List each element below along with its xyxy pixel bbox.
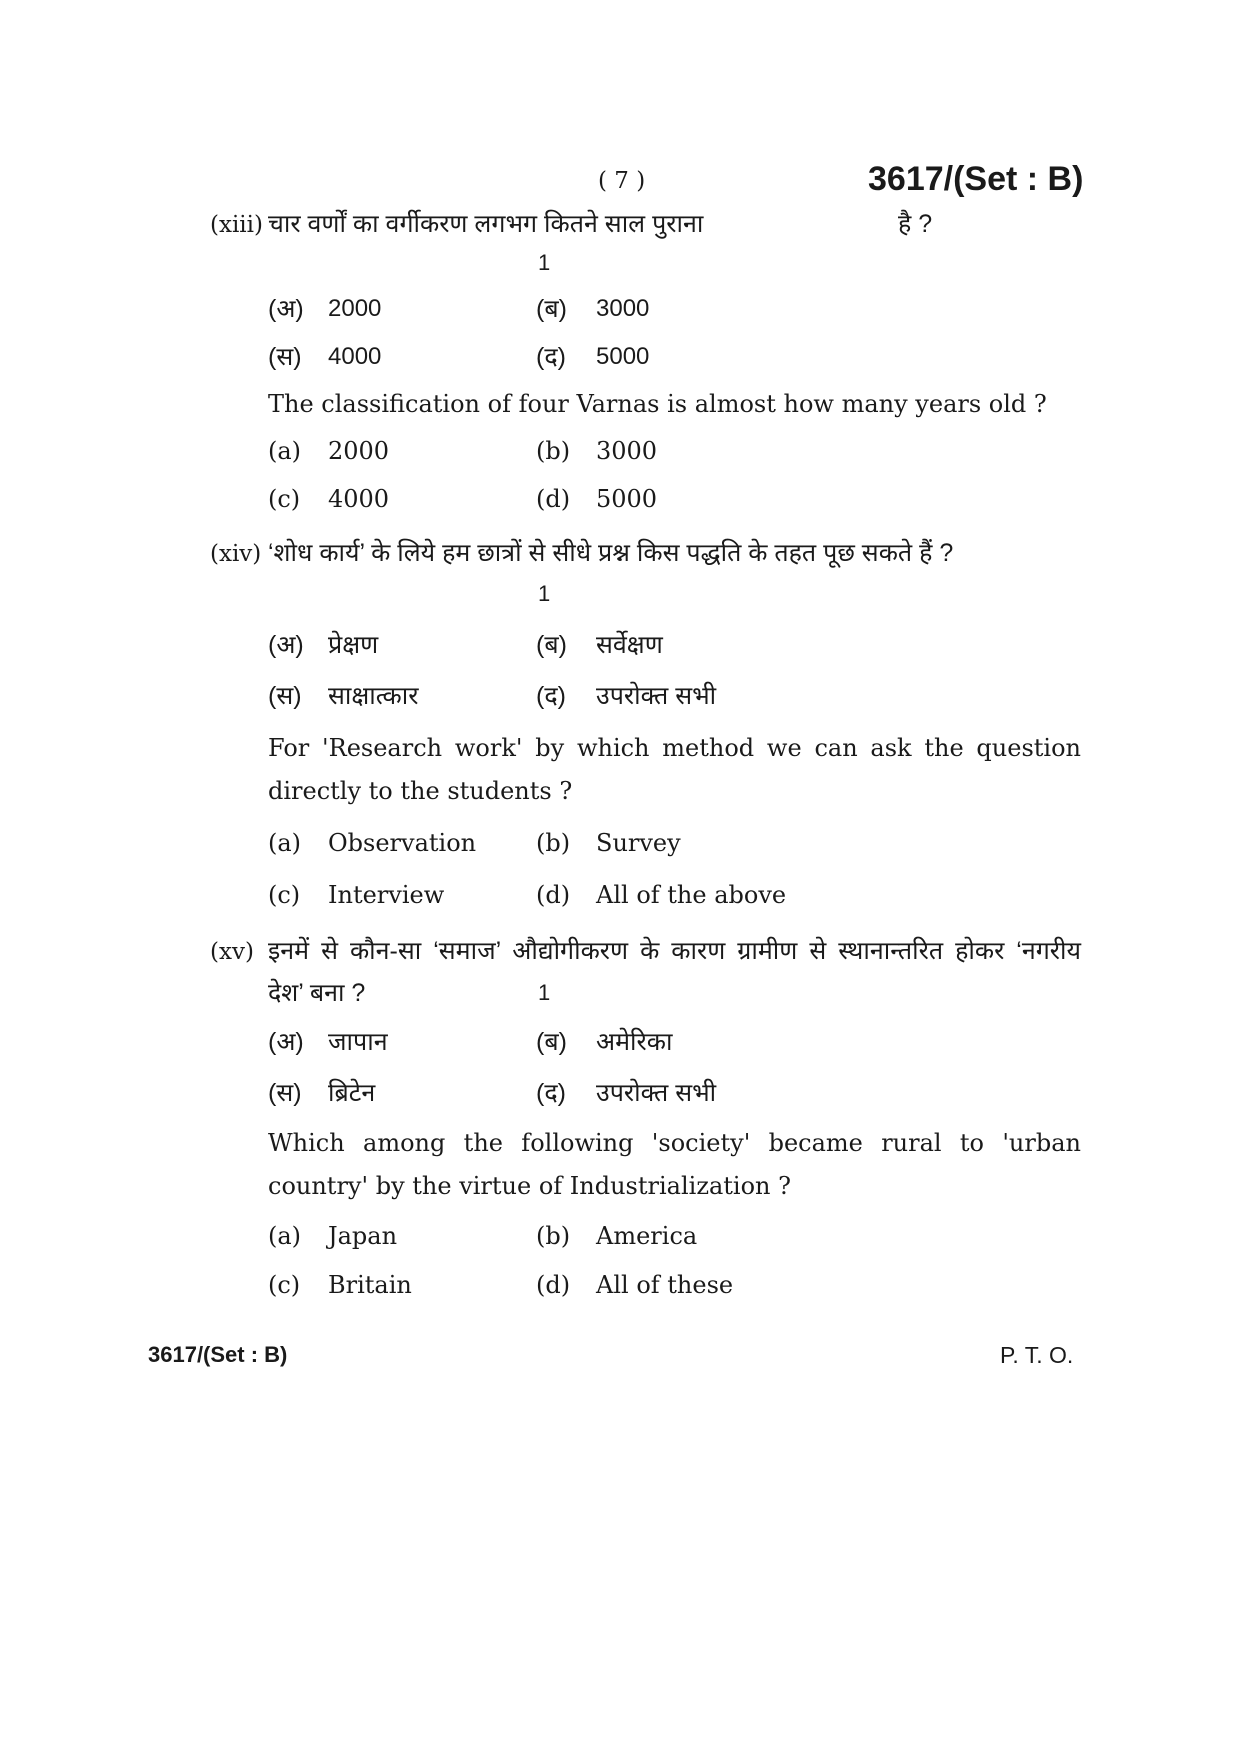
option-label: (d)	[536, 485, 571, 513]
paper-code-footer: 3617/(Set : B)	[148, 1342, 288, 1367]
question-text-english-line1: Which among the following 'society' became rural to 'urban	[268, 1129, 1081, 1157]
option-label: (ब)	[536, 295, 567, 323]
option-text: All of these	[596, 1271, 734, 1299]
option-label: (ब)	[536, 631, 567, 659]
question-text-hindi: चार वर्णों का वर्गीकरण लगभग कितने साल पुराना	[268, 210, 704, 238]
option-label: (b)	[536, 437, 571, 465]
option-text: Observation	[328, 829, 477, 857]
option-text: All of the above	[596, 881, 787, 909]
question-text-english-line1: For 'Research work' by which method we can ask the question	[268, 734, 1081, 762]
option-text: 2000	[328, 437, 390, 465]
option-label: (c)	[268, 881, 301, 909]
question-text-hindi-line1: इनमें से कौन-सा ‘समाज’ औद्योगीकरण के कारण ग्रामीण से स्थानान्तरित होकर ‘नगरीय	[268, 937, 1081, 965]
option-text: प्रेक्षण	[328, 631, 379, 659]
option-text: साक्षात्कार	[328, 682, 419, 710]
option-text: 4000	[328, 485, 390, 513]
pto-label: P. T. O.	[1000, 1342, 1074, 1368]
option-text: अमेरिका	[596, 1028, 673, 1056]
option-text: उपरोक्त सभी	[596, 682, 717, 710]
option-label: (ब)	[536, 1028, 567, 1056]
question-number: (xiii)	[210, 212, 263, 238]
question-text-english-line2: directly to the students ?	[268, 777, 573, 805]
page-number: ( 7 )	[598, 168, 646, 194]
option-text: 4000	[328, 343, 382, 370]
option-label: (a)	[268, 437, 302, 465]
option-text: Japan	[328, 1222, 398, 1250]
option-label: (b)	[536, 829, 571, 857]
marks: 1	[538, 250, 551, 275]
option-text: सर्वेक्षण	[596, 631, 663, 659]
option-text: Interview	[328, 881, 445, 909]
option-label: (अ)	[268, 1028, 304, 1056]
option-label: (द)	[536, 682, 566, 710]
question-number: (xiv)	[210, 541, 262, 567]
option-label: (c)	[268, 485, 301, 513]
option-label: (द)	[536, 343, 566, 371]
option-text: 3000	[596, 437, 658, 465]
option-text: जापान	[328, 1028, 388, 1056]
option-label: (b)	[536, 1222, 571, 1250]
option-label: (अ)	[268, 295, 304, 323]
option-label: (a)	[268, 1222, 302, 1250]
option-text: Survey	[596, 829, 681, 857]
option-label: (द)	[536, 1079, 566, 1107]
option-label: (a)	[268, 829, 302, 857]
question-text-hindi-tail: है ?	[898, 210, 933, 238]
option-text: 2000	[328, 295, 382, 322]
option-label: (स)	[268, 682, 302, 710]
question-text-english: The classification of four Varnas is almost how many years old ?	[268, 390, 1047, 418]
option-label: (स)	[268, 343, 302, 371]
question-text-hindi: ‘शोध कार्य’ के लिये हम छात्रों से सीधे प्रश्न किस पद्धति के तहत पूछ सकते हैं ?	[268, 539, 954, 567]
option-text: 5000	[596, 485, 658, 513]
question-text-english-line2: country' by the virtue of Industrialization ?	[268, 1172, 791, 1200]
option-label: (d)	[536, 881, 571, 909]
option-label: (अ)	[268, 631, 304, 659]
paper-code-header: 3617/(Set : B)	[868, 160, 1084, 198]
marks: 1	[538, 980, 551, 1005]
option-label: (c)	[268, 1271, 301, 1299]
option-text: Britain	[328, 1271, 412, 1299]
option-text: America	[596, 1222, 698, 1250]
option-label: (d)	[536, 1271, 571, 1299]
question-text-hindi-line2: देश’ बना ?	[268, 979, 366, 1007]
marks: 1	[538, 581, 551, 606]
option-text: ब्रिटेन	[328, 1079, 376, 1107]
option-text: 3000	[596, 295, 650, 322]
option-text: उपरोक्त सभी	[596, 1079, 717, 1107]
option-text: 5000	[596, 343, 650, 370]
question-number: (xv)	[210, 939, 254, 965]
option-label: (स)	[268, 1079, 302, 1107]
